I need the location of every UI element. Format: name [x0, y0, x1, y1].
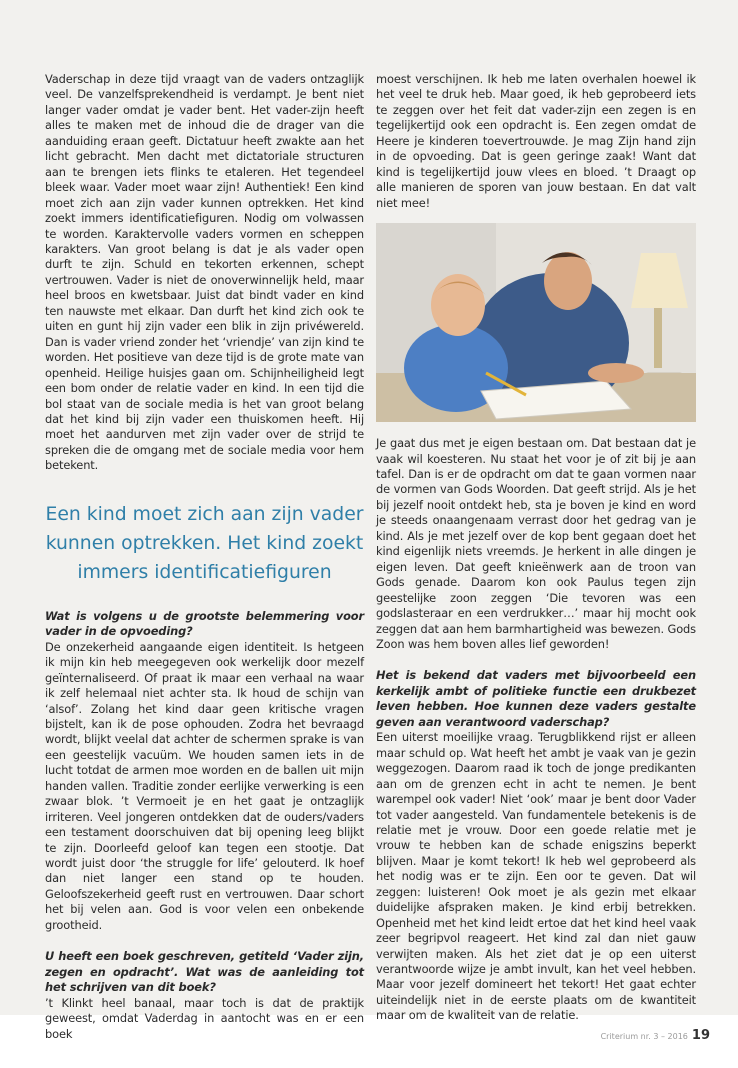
right-column	[376, 72, 696, 1024]
left-column	[45, 72, 364, 1042]
answer-3: Een uiterst moeilijke vraag. Terugblikkend rijst er alleen maar schuld op. Wat heeft het ambt je vaak van je gezin weggezogen. Daarom raad ik toch de jonge predikanten aan om de grenzen echt in acht te nemen. Je bent warempel ook vader! Niet ‘ook’ maar je bent door Vader tot vader aangesteld. Van fundamentele betekenis is de relatie met je vrouw. Door een goede relatie met je vrouw te hebben kan de schade enigszins beperkt blijven. Maar je komt tekort! Ik heb wel geprobeerd als het nodig was er te zijn. Een oor te geven. Dat wil zeggen: luisteren! Ook moet je als gezin met elkaar duidelijke afspraken maken. Je kind erbij betrekken. Openheid met het kind leidt ertoe dat het kind heel vaak zeer begripvol reageert. Het kind zal dan niet gauw verwijten maken. Als het ziet dat je op een uiterst verantwoorde wijze je ambt invult, kan het veel hebben. Maar voor jezelf domineert het tekort! Het gaat echter uiteindelijk niet in de eerste plaats om de kwantiteit maar om de kwaliteit van de relatie.	[376, 730, 696, 1023]
question-1: Wat is volgens u de grootste belemmering voor vader in de opvoeding?	[45, 608, 364, 639]
page-footer	[560, 1028, 710, 1043]
question-2: U heeft een boek geschreven, getiteld ‘Vader zijn, zegen en opdracht’. Wat was de aanleiding tot het schrijven van dit boek?	[45, 949, 364, 995]
page-number: 19	[691, 1028, 710, 1043]
question-3: Het is bekend dat vaders met bijvoorbeeld een kerkelijk ambt of politieke functie een drukbezet leven hebben. Hoe kunnen deze vaders gestalte geven aan verantwoord vaderschap?	[376, 668, 696, 729]
answer-2-start: ’t Klinkt heel banaal, maar toch is dat de praktijk geweest, omdat Vaderdag in aantocht was en er een boek	[45, 995, 364, 1041]
pull-quote: Een kind moet zich aan zijn vader kunnen optrekken. Het kind zoekt immers identificatiefiguren	[45, 503, 364, 583]
publication-name: Criterium nr. 3 – 2016	[600, 1032, 688, 1041]
answer-2-more: Je gaat dus met je eigen bestaan om. Dat bestaan dat je vaak wil koesteren. Nu staat het voor je of zit bij je aan tafel. Dan is er de opdracht om dat te gaan vormen naar de vormen van Gods Woorden. Dat geeft strijd. Als je het bij jezelf nooit ontdekt heb, sta je boven je kind en word je steeds onaangenaam verrast door het gedrag van je kind. Als je met jezelf over de kop bent gegaan doet het kind eigenlijk niets vreemds. Je herkent in alle dingen je eigen leven. Dat geeft knieënwerk aan de troon van Gods genade. Daarom kon ook Paulus tegen zijn geestelijke zoon zeggen ‘Die tevoren was een godslasteraar en een verdrukker…’ maar hij mocht ook zeggen dat aan hem barmhartigheid was bewezen. Gods Zoon was hem boven alles lief geworden!	[376, 436, 696, 651]
father-son-photo	[376, 223, 696, 422]
photo-illustration	[376, 223, 696, 422]
intro-paragraph: Vaderschap in deze tijd vraagt van de vaders ontzaglijk veel. De vanzelfsprekendheid is verdampt. Je bent niet langer vader omdat je vader bent. Het vader-zijn heeft alles te maken met de inhoud die de drager van die aanduiding eraan geeft. Dictatuur heeft zwakte aan het licht gebracht. Men dacht met dictatoriale structuren aan te brengen iets flinks te etaleren. Het tegendeel bleek waar. Vader moet waar zijn! Authentiek! Een kind moet zich aan zijn vader kunnen optrekken. Het kind zoekt immers identificatiefiguren. Nodig om volwassen te worden. Karaktervolle vaders vormen en scheppen karakters. Van groot belang is dat je als vader open durft te zijn. Schuld en tekorten erkennen, schept vertrouwen. Vader is niet de onoverwinnelijk held, maar heel broos en kwetsbaar. Juist dat bindt vader en kind ten nauwste met elkaar. Dan durft het kind zich ook te uiten en gunt hij zijn vader een blik in zijn privéwereld. Dan is vader vriend zonder het ‘vriendje’ van zijn kind te worden. Het positieve van deze tijd is de grote mate van openheid. Heilige huisjes gaan om. Schijnheiligheid legt een bom onder de relatie vader en kind. In een tijd die bol staat van de sociale media is het van groot belang dat het kind bij zijn vader een thuiskomen heeft. Hij moet het aandurven met zijn vader over de strijd te spreken die de omgang met de sociale media voor hem betekent.	[45, 72, 364, 473]
answer-2-end: moest verschijnen. Ik heb me laten overhalen hoewel ik het veel te druk heb. Maar goed, ik heb geprobeerd iets te zeggen over het feit dat vader-zijn een zegen is en tegelijkertijd ook een opdracht is. Een zegen omdat de Heere je kinderen toevertrouwde. Je mag Zijn hand zijn in de opvoeding. Dat is geen geringe zaak! Want dat kind is tegelijkertijd jouw vlees en bloed. ’t Draagt op alle manieren de sporen van jouw bestaan. En dat valt niet mee!	[376, 72, 696, 210]
answer-1: De onzekerheid aangaande eigen identiteit. Is hetgeen ik mijn kin heb meegegeven ook werkelijk door mezelf geïnternaliseerd. Of praat ik maar een verhaal na waar ik zelf helemaal niet achter sta. Ik houd de schijn van ‘alsof’. Zolang het kind daar geen kritische vragen bijstelt, kan ik de pose ophouden. Zodra het bevraagd wordt, blijkt veelal dat achter de schermen sprake is van een geestelijk vacuüm. We houden samen iets in de lucht totdat de armen moe worden en de ballen uit mijn handen vallen. Traditie zonder eerlijke verwerking is een zwaar blok. ’t Vermoeit je en het gaat je ontzaglijk irriteren. Veel jongeren ontdekken dat de ouders/vaders een testament doorschuiven dat bij opening leeg blijkt te zijn. Doorleefd geloof kan tegen een stootje. Dat wordt juist door ‘the struggle for life’ gelouterd. Ik hoef dan niet langer een stand op te houden. Geloofszekerheid geeft rust en vertrouwen. Daar schort het bij velen aan. God is voor velen een onbekende grootheid.	[45, 639, 364, 932]
